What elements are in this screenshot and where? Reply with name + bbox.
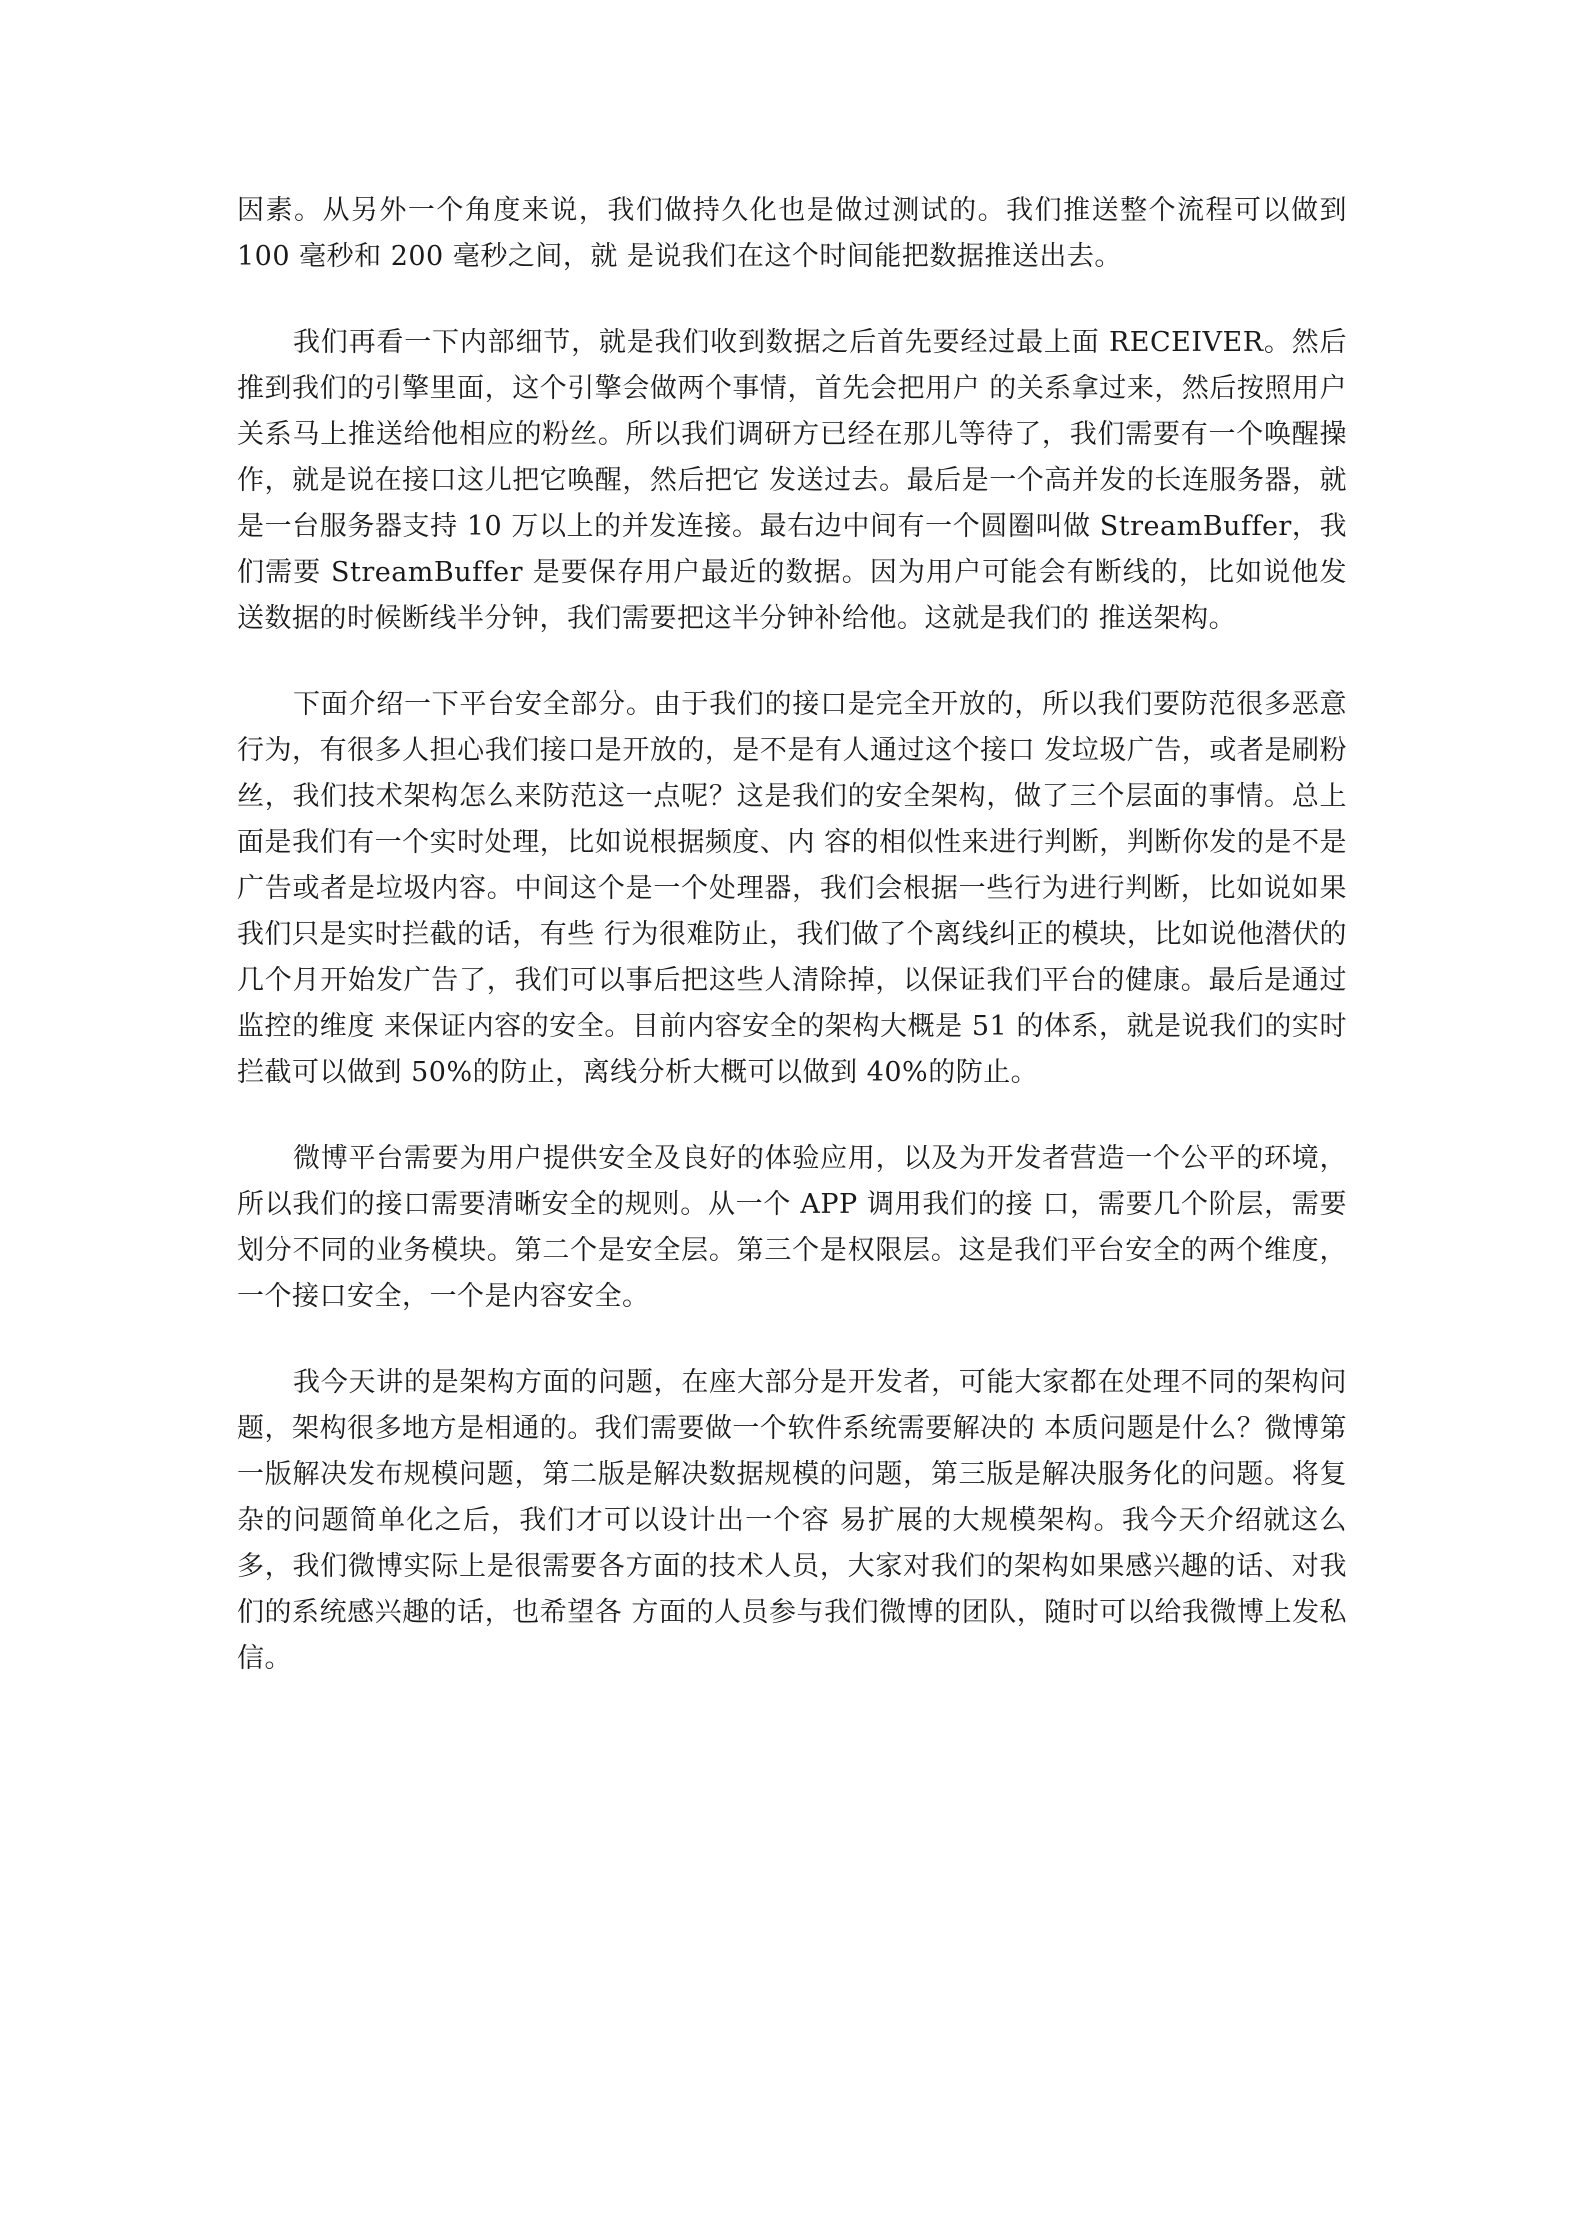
paragraph-push-architecture: 我们再看一下内部细节，就是我们收到数据之后首先要经过最上面 RECEIVER。然后推到我们的引擎里面，这个引擎会做两个事情，首先会把用户 的关系拿过来，然后按照用户关系马上推送给他相应的粉丝。所以我们调研方已经在那儿等待了，我们需要有一个唤醒操作，就是说在接口这儿把它唤醒，然后把它 发送过去。最后是一个高并发的长连服务器，就是一台服务器支持 10 万以上的并发连接。最右边中间有一个圆圈叫做 StreamBuffer，我们需要 StreamBuffer 是要保存用户最近的数据。因为用户可能会有断线的，比如说他发送数据的时候断线半分钟，我们需要把这半分钟补给他。这就是我们的 推送架构。: [237, 327, 1347, 634]
paragraph-closing: 我今天讲的是架构方面的问题，在座大部分是开发者，可能大家都在处理不同的架构问题，架构很多地方是相通的。我们需要做一个软件系统需要解决的 本质问题是什么？微博第一版解决发布规模问题，第二版是解决数据规模的问题，第三版是解决服务化的问题。将复杂的问题简单化之后，我们才可以设计出一个容 易扩展的大规模架构。我今天介绍就这么多，我们微博实际上是很需要各方面的技术人员，大家对我们的架构如果感兴趣的话、对我们的系统感兴趣的话，也希望各 方面的人员参与我们微博的团队，随时可以给我微博上发私信。: [237, 1367, 1347, 1674]
paragraph-platform-security: 下面介绍一下平台安全部分。由于我们的接口是完全开放的，所以我们要防范很多恶意行为，有很多人担心我们接口是开放的，是不是有人通过这个接口 发垃圾广告，或者是刷粉丝，我们技术架构怎么来防范这一点呢？这是我们的安全架构，做了三个层面的事情。总上面是我们有一个实时处理，比如说根据频度、内 容的相似性来进行判断，判断你发的是不是广告或者是垃圾内容。中间这个是一个处理器，我们会根据一些行为进行判断，比如说如果我们只是实时拦截的话，有些 行为很难防止，我们做了个离线纠正的模块，比如说他潜伏的几个月开始发广告了，我们可以事后把这些人清除掉，以保证我们平台的健康。最后是通过监控的维度 来保证内容的安全。目前内容安全的架构大概是 51 的体系，就是说我们的实时拦截可以做到 50%的防止，离线分析大概可以做到 40%的防止。: [237, 689, 1347, 1088]
paragraph-interface-rules: 微博平台需要为用户提供安全及良好的体验应用，以及为开发者营造一个公平的环境，所以我们的接口需要清晰安全的规则。从一个 APP 调用我们的接 口，需要几个阶层，需要划分不同的业务模块。第二个是安全层。第三个是权限层。这是我们平台安全的两个维度，一个接口安全，一个是内容安全。: [237, 1143, 1347, 1312]
paragraph-continuation: 因素。从另外一个角度来说，我们做持久化也是做过测试的。我们推送整个流程可以做到 100 毫秒和 200 毫秒之间，就 是说我们在这个时间能把数据推送出去。: [237, 195, 1347, 272]
document-page: [237, 188, 1347, 1722]
